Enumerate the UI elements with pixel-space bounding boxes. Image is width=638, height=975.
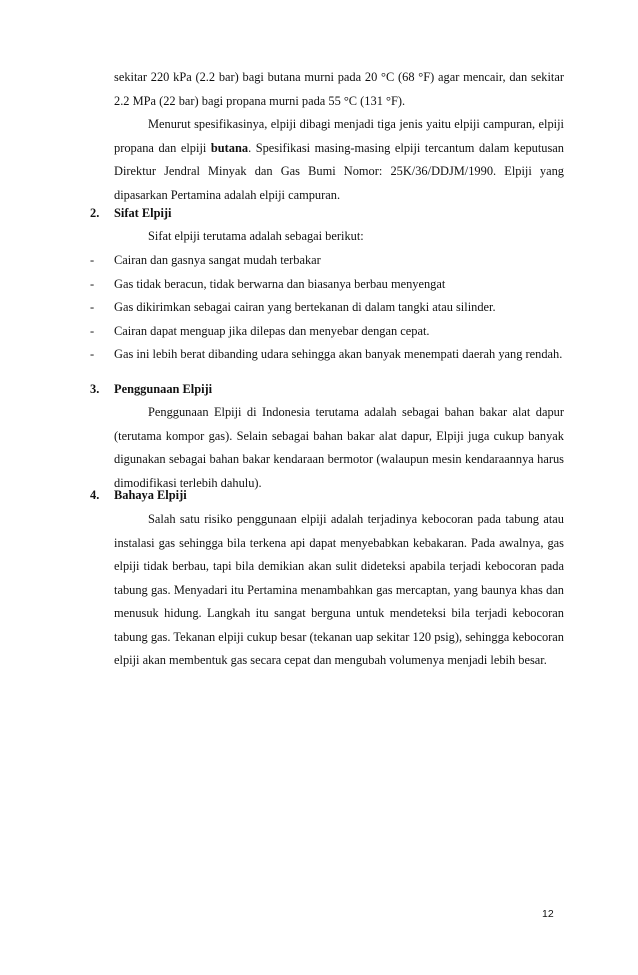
section-heading-3: 3. Penggunaan Elpiji [90, 382, 213, 396]
section-2-intro: Sifat elpiji terutama adalah sebagai berikut: [148, 229, 364, 243]
page-number: 12 [542, 908, 554, 920]
intro-paragraph: Menurut spesifikasinya, elpiji dibagi menjadi tiga jenis yaitu elpiji campuran, elpiji propana dan elpiji butana. Spesifikasi masing-masing elpiji tercantum dalam keputusan Direktur Jendral Minyak dan Gas Bumi Nomor: 25K/36/DDJM/1990. Elpiji yang dipasarkan Pertamina adalah elpiji campuran. [114, 117, 564, 202]
intro-line: sekitar 220 kPa (2.2 bar) bagi butana murni pada 20 °C (68 °F) agar mencair, dan sekitar 2.2 MPa (22 bar) bagi propana murni pada 55 °C (131 °F). [114, 70, 564, 108]
section-heading-2: 2. Sifat Elpiji [90, 206, 172, 220]
list-item: - Gas tidak beracun, tidak berwarna dan biasanya berbau menyengat [90, 276, 446, 291]
section-heading-4: 4. Bahaya Elpiji [90, 488, 187, 502]
intro-block [114, 66, 564, 207]
list-item: - Gas ini lebih berat dibanding udara sehingga akan banyak menempati daerah yang rendah. [90, 347, 563, 361]
list-item: - Cairan dapat menguap jika dilepas dan menyebar dengan cepat. [90, 323, 430, 338]
section-4-body: Salah satu risiko penggunaan elpiji adalah terjadinya kebocoran pada tabung atau instalasi gas sehingga bila terkena api dapat menyebabkan kebakaran. Pada awalnya, gas elpiji tidak berbau, tapi bila demikian akan sulit dideteksi apabila terjadi kebocoran pada tabung gas. Menyadari itu Pertamina menambahkan gas mercaptan, yang baunya khas dan menusuk hidung. Langkah itu sangat berguna untuk mendeteksi bila terjadi kebocoran tabung gas. Tekanan elpiji cukup besar (tekanan uap sekitar 120 psig), sehingga kebocoran elpiji akan membentuk gas secara cepat dan mengubah volumenya menjadi lebih besar. [114, 512, 564, 667]
list-item: - Gas dikirimkan sebagai cairan yang bertekanan di dalam tangki atau silinder. [90, 300, 496, 314]
list-item: - Cairan dan gasnya sangat mudah terbakar [90, 253, 321, 267]
section-3-body: Penggunaan Elpiji di Indonesia terutama adalah sebagai bahan bakar alat dapur (terutama kompor gas). Selain sebagai bahan bakar alat dapur, Elpiji juga cukup banyak digunakan sebagai bahan bakar kendaraan bermotor (walaupun mesin kendaraannya harus dimodifikasi terlebih dahulu). [114, 405, 564, 490]
bold-term: butana [210, 140, 249, 155]
section-2-bullet-list [90, 249, 564, 367]
